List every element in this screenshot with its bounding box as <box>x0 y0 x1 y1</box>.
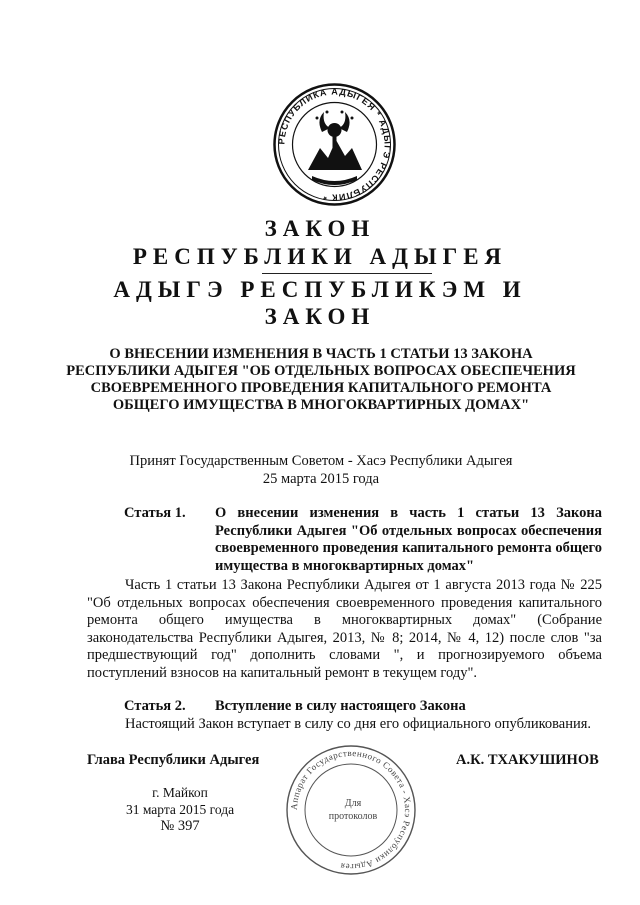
article-1-number: Статья 1. <box>124 505 186 521</box>
article-2-text: Настоящий Закон вступает в силу со дня его официального опубликования. <box>125 716 592 732</box>
emblem-ring-text: РЕСПУБЛИКА АДЫГЕЯ * АДЫГЭ РЕСПУБЛИК * <box>276 86 393 203</box>
title-republic: РЕСПУБЛИКИ АДЫГЕЯ <box>132 244 508 269</box>
adoption-authority: Принят Государственным Советом - Хасэ Республики Адыгея <box>129 453 513 469</box>
article-1-text: Часть 1 статьи 13 Закона Республики Адыгея от 1 августа 2013 года № 225 "Об отдельных вопросах обеспечения своевременного проведения капитального ремонта общего имущества в многоквартирных домах" (Собрание законодательства Республики Адыгея, 2013, № 8; 2014, № 4, 12) после слов "за предшествующий год" дополнить словами ", и прогнозируемого объема поступлений взносов на капитальный ремонт в текущем году". <box>87 577 602 681</box>
signing-city: г. Майкоп <box>152 785 208 800</box>
article-2-number: Статья 2. <box>124 698 186 714</box>
law-number: № 397 <box>160 818 200 834</box>
title-adyghe-republic: АДЫГЭ РЕСПУБЛИКЭМ И <box>113 277 527 302</box>
signatory-position: Глава Республики Адыгея <box>87 752 260 768</box>
republic-emblem-seal <box>272 82 397 207</box>
title-divider <box>262 273 432 274</box>
signing-date: 31 марта 2015 года <box>125 802 235 817</box>
office-stamp <box>283 742 419 878</box>
adoption-note <box>60 452 582 488</box>
stamp-center-line1: Для <box>344 798 362 809</box>
stamp-ring-text: Аппарат Государственного Совета - Хасэ Республики Адыгея <box>288 747 414 873</box>
title-adyghe-law: ЗАКОН <box>264 304 376 329</box>
signatory-name: А.К. ТХАКУШИНОВ <box>456 752 599 768</box>
stamp-center-line2: протоколов <box>328 811 378 822</box>
title-law: ЗАКОН <box>264 216 376 241</box>
svg-text:Аппарат Государственного Совет <box>289 748 413 872</box>
adoption-date: 25 марта 2015 года <box>262 471 380 487</box>
article-1-heading: О внесении изменения в часть 1 статьи 13 Закона Республики Адыгея "Об отдельных вопросах обеспечения своевременного проведения капитального ремонта общего имущества в многоквартирных домах" <box>215 505 602 574</box>
article-2-heading: Вступление в силу настоящего Закона <box>215 698 466 714</box>
law-subject: О ВНЕСЕНИИ ИЗМЕНЕНИЯ В ЧАСТЬ 1 СТАТЬИ 13 ЗАКОНА РЕСПУБЛИКИ АДЫГЕЯ "ОБ ОТДЕЛЬНЫХ ВОПРОСАХ ОБЕСПЕЧЕНИЯ СВОЕВРЕМЕННОГО ПРОВЕДЕНИЯ КАПИТАЛЬНОГО РЕМОНТА ОБЩЕГО ИМУЩЕСТВА В МНОГОКВАРТИРНЫХ ДОМАХ" <box>66 346 576 413</box>
